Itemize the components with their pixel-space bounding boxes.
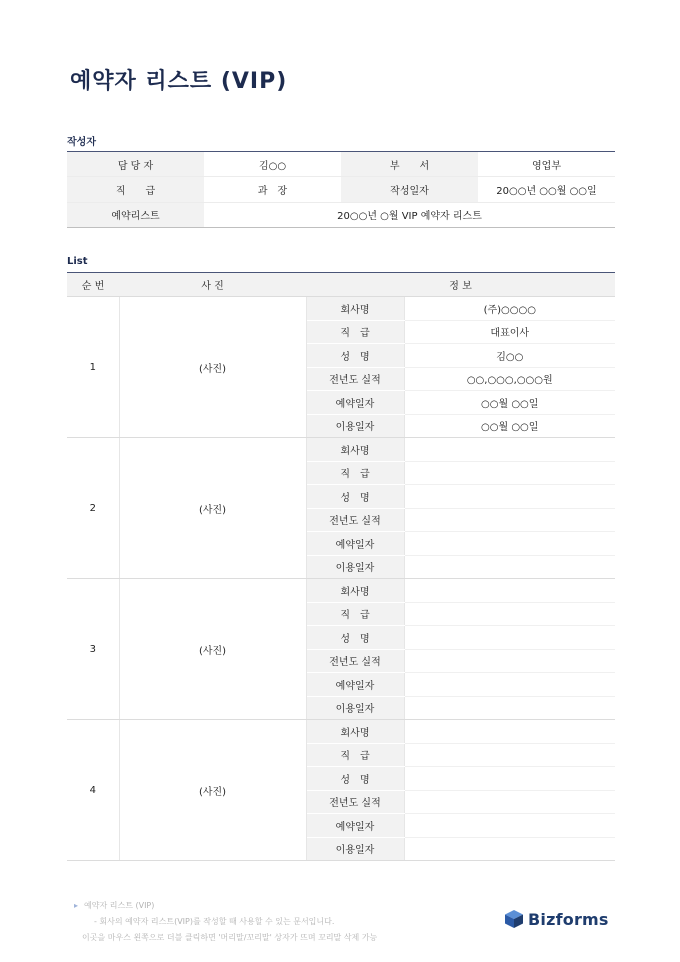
field-label: 전년도 실적 — [306, 790, 404, 814]
header-info: 정 보 — [306, 273, 615, 297]
entry-photo: (사진) — [119, 720, 306, 861]
writer-label: 부 서 — [341, 152, 478, 177]
writer-value: 20○○년 ○월 VIP 예약자 리스트 — [337, 211, 482, 223]
entry-number: 2 — [67, 438, 119, 579]
entry-photo: (사진) — [119, 438, 306, 579]
field-value — [404, 814, 615, 838]
header-num: 순 번 — [67, 273, 119, 297]
field-value — [404, 720, 615, 744]
field-label: 직 급 — [306, 602, 404, 626]
field-value — [404, 673, 615, 697]
field-label: 회사명 — [306, 720, 404, 744]
writer-table — [67, 151, 615, 228]
bizforms-logo-icon — [504, 909, 524, 929]
field-label: 회사명 — [306, 297, 404, 321]
list-header-row — [67, 273, 615, 297]
field-value — [404, 767, 615, 791]
entry-number: 3 — [67, 579, 119, 720]
field-value: (주)○○○○ — [404, 297, 615, 321]
field-label: 전년도 실적 — [306, 367, 404, 391]
list-table — [67, 272, 615, 861]
page-title: 예약자 리스트 (VIP) — [70, 69, 288, 94]
list-row — [67, 297, 615, 321]
field-label: 성 명 — [306, 626, 404, 650]
list-row — [67, 579, 615, 603]
field-label: 이용일자 — [306, 414, 404, 438]
field-label: 이용일자 — [306, 696, 404, 720]
footer-line2: - 회사의 예약자 리스트(VIP)를 작성할 때 사용할 수 있는 문서입니다. — [94, 917, 335, 926]
field-label: 직 급 — [306, 461, 404, 485]
field-value — [404, 579, 615, 603]
list-section-label: List — [67, 256, 88, 267]
entry-number: 4 — [67, 720, 119, 861]
field-label: 회사명 — [306, 438, 404, 462]
list-body — [67, 297, 615, 861]
field-label: 회사명 — [306, 579, 404, 603]
field-label: 예약일자 — [306, 532, 404, 556]
list-row — [67, 438, 615, 462]
writer-label: 직 급 — [67, 177, 204, 202]
field-label: 이용일자 — [306, 555, 404, 579]
footer-line3: 이곳을 마우스 왼쪽으로 더블 클릭하면 '머리말/꼬리말' 상자가 뜨며 꼬리말 삭제 가능 — [82, 933, 378, 942]
field-label: 예약일자 — [306, 391, 404, 415]
field-value — [404, 837, 615, 861]
field-value — [404, 508, 615, 532]
entry-number: 1 — [67, 297, 119, 438]
writer-label: 작성일자 — [341, 177, 478, 202]
field-label: 성 명 — [306, 344, 404, 368]
field-label: 성 명 — [306, 485, 404, 509]
field-value: ○○,○○○,○○○원 — [404, 367, 615, 391]
field-value — [404, 743, 615, 767]
field-label: 이용일자 — [306, 837, 404, 861]
field-value — [404, 626, 615, 650]
field-value — [404, 696, 615, 720]
writer-value: 영업부 — [478, 152, 615, 177]
field-value: 김○○ — [404, 344, 615, 368]
writer-value: 김○○ — [204, 152, 341, 177]
logo-text: Bizforms — [528, 909, 609, 929]
field-label: 직 급 — [306, 320, 404, 344]
entry-photo: (사진) — [119, 297, 306, 438]
writer-label: 예약리스트 — [67, 202, 204, 227]
footer-bullet-icon: ▸ — [74, 901, 79, 910]
field-value — [404, 438, 615, 462]
field-label: 예약일자 — [306, 673, 404, 697]
field-label: 전년도 실적 — [306, 508, 404, 532]
field-value — [404, 485, 615, 509]
field-label: 성 명 — [306, 767, 404, 791]
list-row — [67, 720, 615, 744]
bizforms-logo — [504, 909, 609, 929]
writer-row — [67, 152, 615, 177]
field-label: 직 급 — [306, 743, 404, 767]
field-value — [404, 555, 615, 579]
writer-label: 담 당 자 — [67, 152, 204, 177]
field-value: 대표이사 — [404, 320, 615, 344]
writer-row — [67, 177, 615, 202]
writer-section-label: 작성자 — [67, 137, 96, 148]
field-value: ○○월 ○○일 — [404, 414, 615, 438]
writer-value: 20○○년 ○○월 ○○일 — [478, 177, 615, 202]
entry-photo: (사진) — [119, 579, 306, 720]
field-value — [404, 532, 615, 556]
field-label: 전년도 실적 — [306, 649, 404, 673]
footer-line1: 예약자 리스트 (VIP) — [84, 901, 155, 910]
writer-row — [67, 202, 615, 227]
field-value — [404, 461, 615, 485]
field-value — [404, 649, 615, 673]
field-value: ○○월 ○○일 — [404, 391, 615, 415]
header-photo: 사 진 — [119, 273, 306, 297]
field-value — [404, 602, 615, 626]
field-label: 예약일자 — [306, 814, 404, 838]
field-value — [404, 790, 615, 814]
writer-value: 과 장 — [204, 177, 341, 202]
footer — [74, 898, 377, 946]
